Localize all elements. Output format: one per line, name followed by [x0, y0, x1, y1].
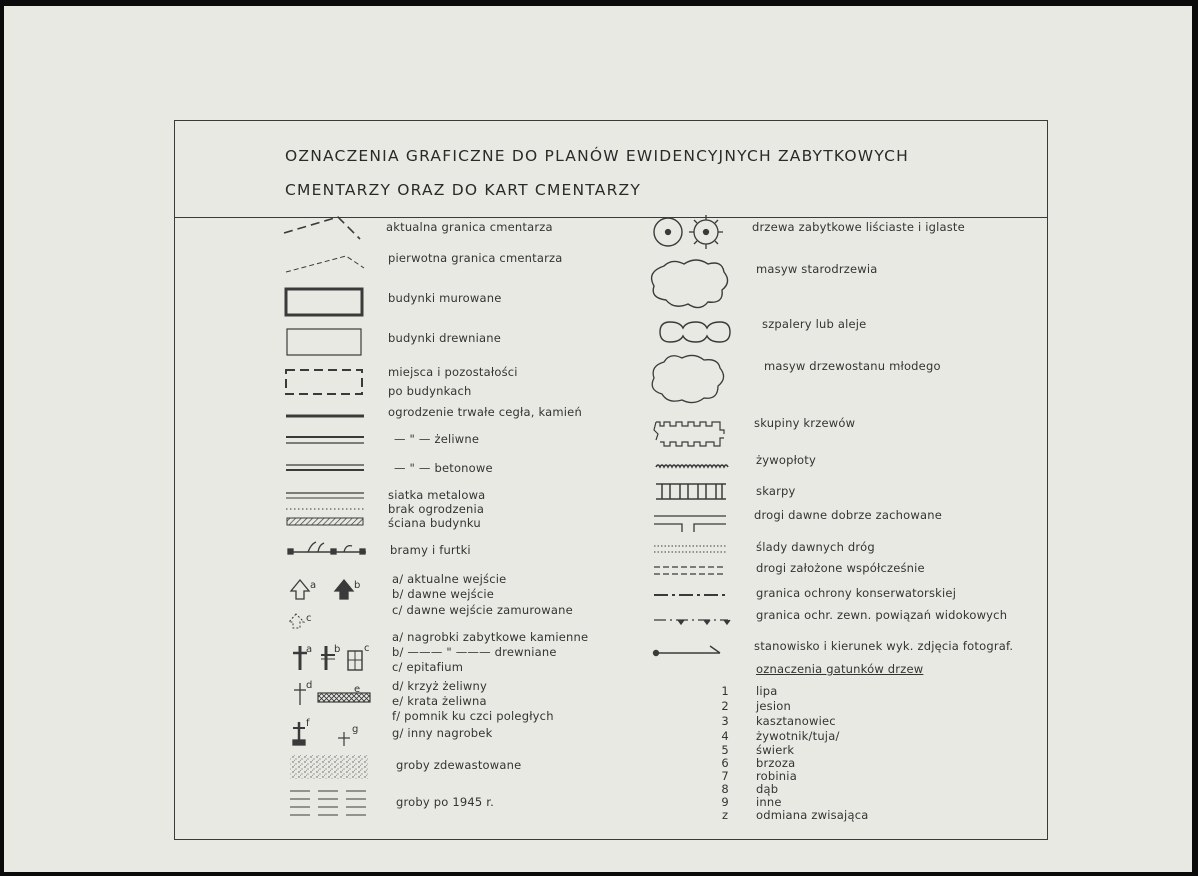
- letter-e: e: [354, 684, 361, 695]
- iron-grate-symbol: [318, 693, 370, 702]
- species-number: 2: [721, 699, 729, 713]
- young-stand-symbol: [652, 355, 723, 402]
- label-photo-position: stanowisko i kierunek wyk. zdjęcia fotograf.: [754, 639, 1014, 653]
- label-building-remains-2: po budynkach: [388, 384, 472, 398]
- hedges-symbol: [656, 465, 728, 467]
- label-view-boundary: granica ochr. zewn. powiązań widokowych: [756, 608, 1008, 622]
- label-devastated-graves: groby zdewastowane: [396, 758, 522, 772]
- epitaph-symbol: [348, 651, 362, 670]
- building-wall-symbol: [287, 518, 363, 525]
- species-number: z: [721, 808, 729, 822]
- label-no-fence: brak ogrodzenia: [388, 502, 485, 516]
- slopes-symbol: [656, 484, 726, 499]
- label-iron-cross: d/ krzyż żeliwny: [392, 679, 487, 693]
- wire-mesh-symbol: [286, 493, 364, 498]
- devastated-graves-symbol: [290, 755, 368, 779]
- species-name: inne: [756, 795, 782, 809]
- stone-tomb-symbol: [293, 646, 307, 670]
- species-number: 5: [721, 743, 729, 757]
- modern-roads-symbol: [654, 567, 726, 574]
- label-shrub-groups: skupiny krzewów: [754, 416, 856, 430]
- species-name: kasztanowiec: [756, 714, 836, 728]
- fence-iron-symbol: [286, 437, 364, 443]
- label-graves-after-1945: groby po 1945 r.: [396, 795, 495, 809]
- species-name: brzoza: [756, 756, 796, 770]
- label-road-traces: ślady dawnych dróg: [756, 540, 875, 554]
- species-number: 4: [721, 729, 729, 743]
- entrance-current-symbol: [291, 580, 309, 599]
- label-building-remains-1: miejsca i pozostałości: [388, 365, 518, 379]
- species-number: 6: [721, 756, 729, 770]
- letter-a2: a: [306, 644, 313, 655]
- label-conservation-boundary: granica ochrony konserwatorskiej: [756, 586, 957, 600]
- label-entrance-walled: c/ dawne wejście zamurowane: [392, 603, 573, 617]
- label-gates: bramy i furtki: [390, 543, 471, 557]
- label-fence-concrete: — " — betonowe: [394, 461, 493, 475]
- label-other-tomb: g/ inny nagrobek: [392, 726, 493, 740]
- iron-cross-symbol: [294, 683, 306, 705]
- current-boundary-symbol: [284, 217, 360, 239]
- label-historic-trees: drzewa zabytkowe liściaste i iglaste: [752, 220, 965, 234]
- species-name: lipa: [756, 684, 778, 698]
- label-young-stand: masyw drzewostanu młodego: [764, 359, 941, 373]
- label-brick-buildings: budynki murowane: [388, 291, 502, 305]
- fence-concrete-symbol: [286, 465, 364, 470]
- label-epitaph: c/ epitafium: [392, 660, 464, 674]
- label-tombs-stone: a/ nagrobki zabytkowe kamienne: [392, 630, 589, 644]
- label-current-boundary: aktualna granica cmentarza: [386, 220, 553, 234]
- other-tomb-symbol: [338, 732, 350, 746]
- label-fence-iron: — " — żeliwne: [394, 432, 480, 446]
- label-building-wall: ściana budynku: [388, 516, 481, 530]
- title-line-1: OZNACZENIA GRAFICZNE DO PLANÓW EWIDENCYJNYCH ZABYTKOWYCH: [285, 147, 910, 165]
- species-number: 9: [721, 795, 729, 809]
- title-line-2: CMENTARZY ORAZ DO KART CMENTARZY: [285, 181, 642, 199]
- legend-symbols: [4, 6, 1192, 872]
- old-stand-symbol: [652, 260, 728, 308]
- label-tombs-wooden: b/ ——— " ——— drewniane: [392, 645, 557, 659]
- species-heading: oznaczenia gatunków drzew: [756, 662, 924, 676]
- species-name: odmiana zwisająca: [756, 808, 869, 822]
- label-fence-permanent: ogrodzenie trwałe cegła, kamień: [388, 405, 582, 419]
- original-boundary-symbol: [286, 256, 364, 272]
- species-number: 8: [721, 782, 729, 796]
- tree-rows-symbol: [660, 322, 730, 342]
- letter-c2: c: [364, 643, 370, 654]
- graves-after-1945-symbol: [290, 791, 366, 815]
- species-name: żywotnik/tuja/: [756, 729, 840, 743]
- label-entrance-former: b/ dawne wejście: [392, 587, 495, 601]
- label-original-boundary: pierwotna granica cmentarza: [388, 251, 563, 265]
- entrance-walled-symbol: [289, 614, 304, 628]
- letter-b2: b: [334, 644, 341, 655]
- label-old-stand: masyw starodrzewia: [756, 262, 878, 276]
- old-roads-symbol: [654, 516, 726, 532]
- species-name: dąb: [756, 782, 779, 796]
- species-name: robinia: [756, 769, 797, 783]
- wooden-building-symbol: [287, 329, 361, 355]
- label-old-roads: drogi dawne dobrze zachowane: [754, 508, 943, 522]
- label-wooden-buildings: budynki drewniane: [388, 331, 502, 345]
- entrance-former-symbol: [335, 580, 353, 599]
- species-number: 3: [721, 714, 729, 728]
- letter-d: d: [306, 680, 313, 691]
- photo-position-symbol: [654, 646, 721, 656]
- species-number: 1: [721, 684, 729, 698]
- letter-f: f: [306, 718, 310, 729]
- letter-g: g: [352, 724, 359, 735]
- species-name: jesion: [756, 699, 791, 713]
- gates-symbol: [288, 542, 366, 554]
- letter-b: b: [354, 580, 361, 591]
- deciduous-tree-symbol: [654, 218, 682, 246]
- label-tree-rows: szpalery lub aleje: [762, 317, 867, 331]
- label-hedges: żywopłoty: [756, 453, 817, 467]
- road-traces-symbol: [654, 546, 726, 552]
- letter-a: a: [310, 580, 317, 591]
- label-entrance-current: a/ aktualne wejście: [392, 572, 507, 586]
- shrub-groups-symbol: [654, 422, 724, 446]
- species-name: świerk: [756, 743, 795, 757]
- building-remains-symbol: [286, 370, 362, 394]
- conifer-tree-symbol: [689, 215, 723, 249]
- memorial-symbol: [293, 722, 305, 745]
- label-iron-grate: e/ krata żeliwna: [392, 694, 487, 708]
- letter-c: c: [306, 613, 312, 624]
- label-wire-mesh: siatka metalowa: [388, 488, 486, 502]
- view-boundary-symbol: [654, 620, 730, 624]
- brick-building-symbol: [286, 289, 362, 315]
- label-slopes: skarpy: [756, 484, 796, 498]
- label-modern-roads: drogi założone współcześnie: [756, 561, 925, 575]
- wooden-tomb-symbol: [321, 646, 335, 670]
- document-sheet: [4, 6, 1192, 872]
- label-memorial: f/ pomnik ku czci poległych: [392, 709, 554, 723]
- species-number: 7: [721, 769, 729, 783]
